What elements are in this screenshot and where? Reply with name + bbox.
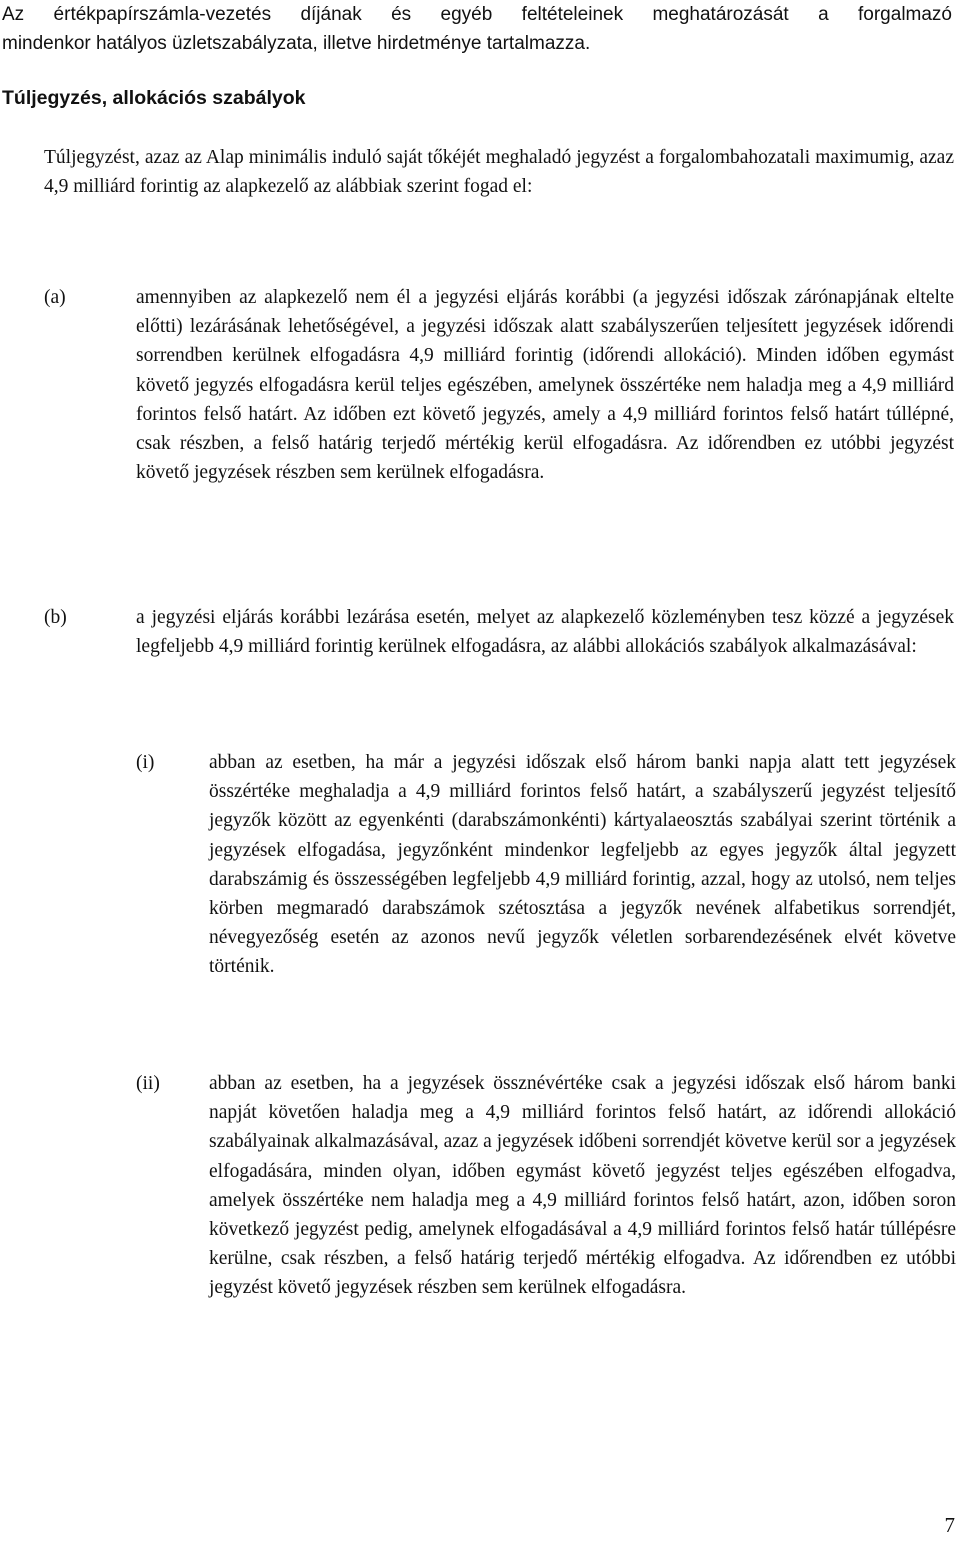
intro-paragraph: Túljegyzést, azaz az Alap minimális induló saját tőkéjét meghaladó jegyzést a forgalombahozatali maximumig, azaz 4,9 milliárd forintig az alapkezelő az alábbiak szerint fogad el:	[44, 147, 954, 197]
intro-line-2: mindenkor hatályos üzletszabályzata, illetve hirdetménye tartalmazza.	[2, 33, 591, 54]
page-number: 7	[944, 1513, 955, 1537]
section-heading: Túljegyzés, allokációs szabályok	[2, 87, 306, 109]
list-item-text: a jegyzési eljárás korábbi lezárása esetén, melyet az alapkezelő közleményben tesz közzé a jegyzések legfeljebb 4,9 milliárd forintig kerülnek elfogadásra, az alábbi allokációs szabályok alkalmazásával:	[136, 607, 954, 658]
sub-list-marker: (ii)	[136, 1073, 160, 1094]
list-marker: (a)	[44, 287, 66, 308]
sub-list-item-text: abban az esetben, ha már a jegyzési időszak első három banki napja alatt tett jegyzések összértéke meghaladja a 4,9 milliárd forintos felső határt, a szabályszerű jegyzést teljesítő jegyzők között az egyenkénti (darabszámonkénti) kártyalaeosztás szabályai szerint történik a jegyzések elfogadása, jegyzőnként mindenkor legfeljebb az egyes jegyzők által jegyzett darabszámig és összességében legfeljebb 4,9 milliárd forintig, azzal, hogy az utolsó, nem teljes körben megmaradó darabszámok szétosztása a jegyzők nevének alfabetikus sorrendjét, névegyezőség esetén az azonos nevű jegyzők véletlen sorbarendezésének elvét követve történik.	[209, 752, 956, 978]
sub-list-marker: (i)	[136, 752, 155, 773]
intro-line-1: Az értékpapírszámla-vezetés díjának és egyéb feltételeinek meghatározását a forgalmazó	[2, 4, 952, 25]
list-item-text: amennyiben az alapkezelő nem él a jegyzési eljárás korábbi (a jegyzési időszak zárónapjának eltelte előtti) lezárásának lehetőségével, a jegyzési időszak alatt szabályszerűen teljesített jegyzések időrendi sorrendben kerülnek elfogadásra 4,9 milliárd forintig (időrendi allokáció). Minden időben egymást követő jegyzés elfogadásra kerül teljes egészében, amelynek összértéke nem haladja meg a 4,9 milliárd forintos felső határt. Az időben ezt követő jegyzés, amely a 4,9 milliárd forintos felső határt túllépné, csak részben, a felső határig terjedő mértékig kerül elfogadásra. Az időrendben ez utóbbi jegyzést követő jegyzések részben sem kerülnek elfogadásra.	[136, 287, 954, 484]
list-marker: (b)	[44, 607, 67, 628]
sub-list-item-text: abban az esetben, ha a jegyzések össznévértéke csak a jegyzési időszak első három banki napját követően haladja meg a 4,9 milliárd forintos felső határt, az időrendi allokáció szabályainak alkalmazásával, azaz a jegyzések időbeni sorrendjét követve kerül sor a jegyzések elfogadására, minden olyan, időben egymást követő jegyzést teljes egészében elfogadva, amelyek összértéke nem haladja meg a 4,9 milliárd forintos felső határt, azon, időben soron következő jegyzést pedig, amelynek elfogadásával a 4,9 milliárd forintos felső határ túllépésre kerülne, csak részben, a felső határig terjedő mértékig elfogadva. Az időrendben ez utóbbi jegyzést követő jegyzések részben sem kerülnek elfogadásra.	[209, 1073, 956, 1299]
